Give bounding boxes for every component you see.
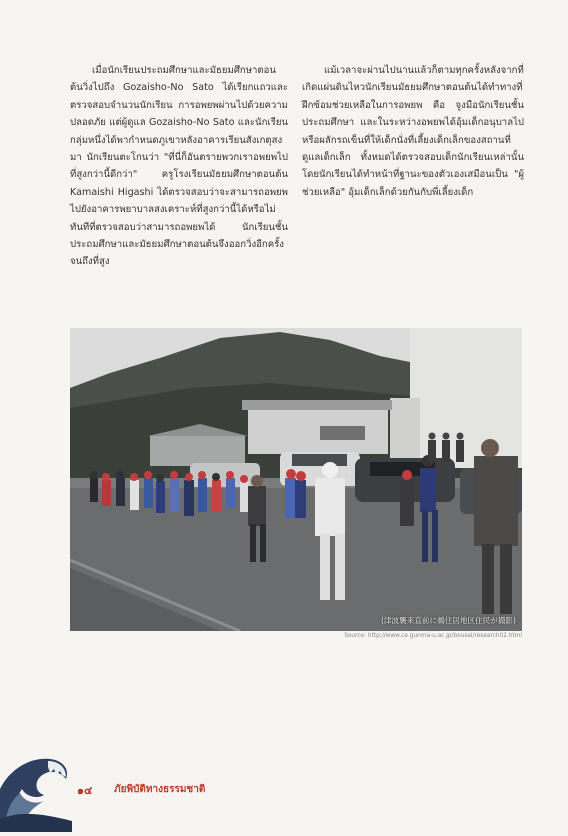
evacuation-photo-illustration	[70, 328, 522, 631]
great-wave-icon	[0, 749, 72, 836]
photo-source-url: Source: http://www.ce.gunma-u.ac.jp/bousai/research02.html	[344, 633, 522, 639]
page-footer	[0, 735, 568, 832]
page-number: ๑๔	[77, 784, 93, 797]
running-title: ภัยพิบัติทางธรรมชาติ	[114, 784, 206, 795]
evacuation-photo	[70, 328, 522, 631]
photo-caption: (津波襲来直前に鵜住居地区住民が撮影)	[380, 616, 516, 625]
body-column-right	[302, 62, 524, 201]
body-column-left	[70, 62, 288, 271]
body-paragraph-right: แม้เวลาจะผ่านไปนานแล้วก็ตามทุกครั้งหลังจากที่เกิดแผ่นดินไหวนักเรียนมัธยมศึกษาตอนต้นได้ทำทางที่ฝึกซ้อมช่วยเหลือในการอพยพ คือ จูงมือนักเรียนชั้นประถมศึกษา และในระหว่างอพยพได้อุ้มเด็กอนุบาลไปหรือผลักรถเข็นที่ให้เด็กนั่งที่เลี้ยงเด็กเล็กของสถานที่ดูแลเด็กเล็ก ทั้งหมดได้ตรวจสอบเด็กนักเรียนเหล่านั้น โดยนักเรียนได้ทำหน้าที่ฐานะของตัวเองเสมือนเป็น "ผู้ช่วยเหลือ" อุ้มเด็กเล็กด้วยกันกับพี่เลี้ยงเด็ก	[302, 65, 524, 198]
body-paragraph-left: เมื่อนักเรียนประถมศึกษาและมัธยมศึกษาตอนต้นวิ่งไปถึง Gozaisho-No Sato ได้เรียกแถวและตรวจสอบจำนวนนักเรียน การอพยพผ่านไปด้วยความปลอดภัย แต่ผู้ดูแล Gozaisho-No Sato และนักเรียนกลุ่มหนึ่งได้พากำหนดภูเขาหลังอาคารเรียนสังเกตุสงมา นักเรียนตะโกนว่า "ที่นี่ก็อันตรายพวกเราอพยพไปที่สูงกว่านี้ดีกว่า" ครูโรงเรียนมัธยมศึกษาตอนต้น Kamaishi Higashi ได้ตรวจสอบว่าจะสามารถอพยพไปยังอาคารพยาบาลสงเคราะห์ที่สูงกว่านี้ได้หรือไม่ ทันทีที่ตรวจสอบว่าสามารถอพยพได้ นักเรียนชั้นประถมศึกษาและมัธยมศึกษาตอนต้นจึงออกวิ่งอีกครั้งจนถึงที่สูง	[70, 65, 288, 268]
